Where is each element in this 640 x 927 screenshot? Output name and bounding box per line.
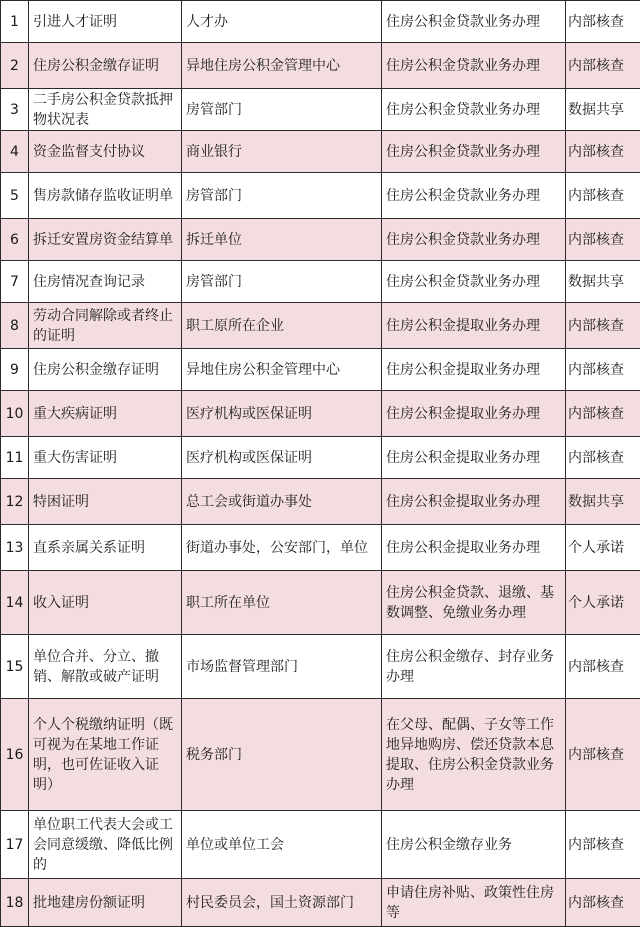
handling-method-cell: 个人承诺 — [566, 571, 640, 635]
table-row — [1, 635, 640, 699]
material-name-cell: 特困证明 — [29, 479, 182, 525]
business-item-cell: 住房公积金贷款业务办理 — [382, 261, 566, 303]
row-number-cell: 7 — [1, 261, 29, 303]
handling-method-cell: 内部核查 — [566, 173, 640, 219]
material-name-cell: 售房款储存监收证明单 — [29, 173, 182, 219]
business-item-cell: 住房公积金提取业务办理 — [382, 437, 566, 479]
row-number-cell: 10 — [1, 391, 29, 437]
material-name-cell: 住房公积金缴存证明 — [29, 43, 182, 89]
issuing-unit-cell: 人才办 — [182, 1, 382, 43]
business-item-cell: 在父母、配偶、子女等工作地异地购房、偿还贷款本息提取、住房公积金贷款业务办理 — [382, 699, 566, 811]
material-name-cell: 拆迁安置房资金结算单 — [29, 219, 182, 261]
row-number-cell: 12 — [1, 479, 29, 525]
issuing-unit-cell: 医疗机构或医保证明 — [182, 391, 382, 437]
issuing-unit-cell: 异地住房公积金管理中心 — [182, 349, 382, 391]
material-name-cell: 住房公积金缴存证明 — [29, 349, 182, 391]
handling-method-cell: 数据共享 — [566, 89, 640, 131]
row-number-cell: 6 — [1, 219, 29, 261]
table-body — [1, 1, 640, 927]
issuing-unit-cell: 村民委员会，国土资源部门 — [182, 879, 382, 927]
issuing-unit-cell: 职工所在单位 — [182, 571, 382, 635]
business-item-cell: 住房公积金贷款业务办理 — [382, 219, 566, 261]
row-number-cell: 8 — [1, 303, 29, 349]
table-row — [1, 571, 640, 635]
row-number-cell: 2 — [1, 43, 29, 89]
issuing-unit-cell: 市场监督管理部门 — [182, 635, 382, 699]
row-number-cell: 15 — [1, 635, 29, 699]
table-row — [1, 131, 640, 173]
table-row — [1, 1, 640, 43]
table-row — [1, 89, 640, 131]
table-row — [1, 219, 640, 261]
table-row — [1, 173, 640, 219]
business-item-cell: 住房公积金贷款业务办理 — [382, 1, 566, 43]
material-name-cell: 单位合并、分立、撤销、解散或破产证明 — [29, 635, 182, 699]
row-number-cell: 4 — [1, 131, 29, 173]
business-item-cell: 住房公积金提取业务办理 — [382, 349, 566, 391]
issuing-unit-cell: 房管部门 — [182, 261, 382, 303]
handling-method-cell: 内部核查 — [566, 303, 640, 349]
row-number-cell: 9 — [1, 349, 29, 391]
material-name-cell: 劳动合同解除或者终止的证明 — [29, 303, 182, 349]
table-row — [1, 479, 640, 525]
handling-method-cell: 个人承诺 — [566, 525, 640, 571]
issuing-unit-cell: 异地住房公积金管理中心 — [182, 43, 382, 89]
issuing-unit-cell: 商业银行 — [182, 131, 382, 173]
issuing-unit-cell: 房管部门 — [182, 173, 382, 219]
issuing-unit-cell: 房管部门 — [182, 89, 382, 131]
business-item-cell: 住房公积金贷款业务办理 — [382, 89, 566, 131]
issuing-unit-cell: 街道办事处，公安部门，单位 — [182, 525, 382, 571]
business-item-cell: 住房公积金缴存业务 — [382, 811, 566, 879]
business-item-cell: 住房公积金贷款业务办理 — [382, 131, 566, 173]
row-number-cell: 3 — [1, 89, 29, 131]
business-item-cell: 住房公积金贷款业务办理 — [382, 43, 566, 89]
material-name-cell: 引进人才证明 — [29, 1, 182, 43]
business-item-cell: 住房公积金贷款业务办理 — [382, 173, 566, 219]
table-row — [1, 303, 640, 349]
row-number-cell: 5 — [1, 173, 29, 219]
handling-method-cell: 内部核查 — [566, 219, 640, 261]
business-item-cell: 住房公积金提取业务办理 — [382, 303, 566, 349]
handling-method-cell: 内部核查 — [566, 43, 640, 89]
material-name-cell: 收入证明 — [29, 571, 182, 635]
handling-method-cell: 内部核查 — [566, 349, 640, 391]
row-number-cell: 18 — [1, 879, 29, 927]
material-name-cell: 单位职工代表大会或工会同意缓缴、降低比例的 — [29, 811, 182, 879]
business-item-cell: 住房公积金贷款、退缴、基数调整、免缴业务办理 — [382, 571, 566, 635]
handling-method-cell: 内部核查 — [566, 635, 640, 699]
material-name-cell: 直系亲属关系证明 — [29, 525, 182, 571]
row-number-cell: 1 — [1, 1, 29, 43]
handling-method-cell: 数据共享 — [566, 479, 640, 525]
issuing-unit-cell: 总工会或街道办事处 — [182, 479, 382, 525]
table-row — [1, 391, 640, 437]
material-name-cell: 住房情况查询记录 — [29, 261, 182, 303]
business-item-cell: 住房公积金缴存、封存业务办理 — [382, 635, 566, 699]
table-row — [1, 699, 640, 811]
table-row — [1, 437, 640, 479]
table-row — [1, 261, 640, 303]
handling-method-cell: 数据共享 — [566, 261, 640, 303]
handling-method-cell: 内部核查 — [566, 1, 640, 43]
material-name-cell: 重大伤害证明 — [29, 437, 182, 479]
table-row — [1, 525, 640, 571]
business-item-cell: 住房公积金提取业务办理 — [382, 479, 566, 525]
material-name-cell: 批地建房份额证明 — [29, 879, 182, 927]
issuing-unit-cell: 拆迁单位 — [182, 219, 382, 261]
material-name-cell: 资金监督支付协议 — [29, 131, 182, 173]
issuing-unit-cell: 医疗机构或医保证明 — [182, 437, 382, 479]
handling-method-cell: 内部核查 — [566, 879, 640, 927]
material-name-cell: 二手房公积金贷款抵押物状况表 — [29, 89, 182, 131]
issuing-unit-cell: 税务部门 — [182, 699, 382, 811]
material-name-cell: 个人个税缴纳证明（既可视为在某地工作证明，也可佐证收入证明） — [29, 699, 182, 811]
table-row — [1, 879, 640, 927]
table-row — [1, 811, 640, 879]
business-item-cell: 申请住房补贴、政策性住房等 — [382, 879, 566, 927]
handling-method-cell: 内部核查 — [566, 811, 640, 879]
issuing-unit-cell: 职工原所在企业 — [182, 303, 382, 349]
business-item-cell: 住房公积金提取业务办理 — [382, 525, 566, 571]
table-row — [1, 349, 640, 391]
material-name-cell: 重大疾病证明 — [29, 391, 182, 437]
issuing-unit-cell: 单位或单位工会 — [182, 811, 382, 879]
row-number-cell: 11 — [1, 437, 29, 479]
handling-method-cell: 内部核查 — [566, 131, 640, 173]
row-number-cell: 14 — [1, 571, 29, 635]
row-number-cell: 17 — [1, 811, 29, 879]
handling-method-cell: 内部核查 — [566, 391, 640, 437]
handling-method-cell: 内部核查 — [566, 699, 640, 811]
business-item-cell: 住房公积金提取业务办理 — [382, 391, 566, 437]
handling-method-cell: 内部核查 — [566, 437, 640, 479]
row-number-cell: 16 — [1, 699, 29, 811]
row-number-cell: 13 — [1, 525, 29, 571]
table-row — [1, 43, 640, 89]
